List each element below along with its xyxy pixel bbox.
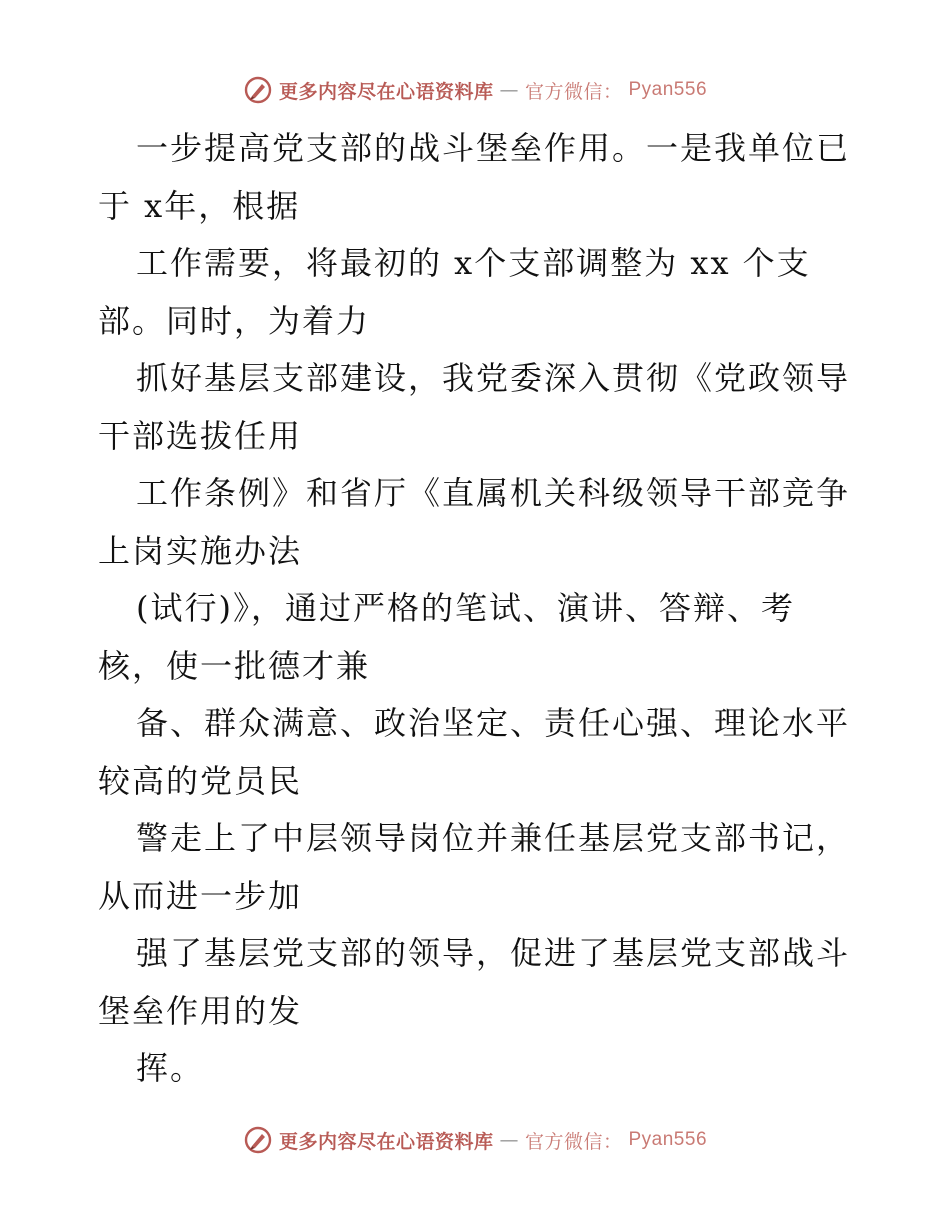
body-line: 较高的党员民 — [98, 761, 303, 800]
body-line: 于 x年，根据 — [98, 186, 301, 225]
banner-wechat-id: Pyan556 — [628, 79, 708, 100]
banner-wechat-label: 官方微信： — [524, 1130, 623, 1153]
body-line: 从而进一步加 — [98, 876, 303, 915]
body-line: 工作条例》和省厅《直属机关科级领导干部竞争 — [136, 474, 851, 512]
footer-banner — [0, 1122, 950, 1158]
header-banner — [0, 72, 950, 108]
document-body — [98, 120, 858, 1098]
pen-logo-icon — [243, 75, 273, 105]
body-line: 抓好基层支部建设，我党委深入贯彻《党政领导 — [136, 359, 851, 397]
banner-dash: — — [499, 79, 519, 101]
body-line: 干部选拔任用 — [98, 416, 303, 455]
banner-wechat-id: Pyan556 — [628, 1129, 708, 1150]
banner-dash: — — [499, 1129, 519, 1151]
body-line: 堡垒作用的发 — [98, 991, 303, 1030]
body-line: 警走上了中层领导岗位并兼任基层党支部书记， — [136, 819, 851, 857]
body-line: 上岗实施办法 — [98, 531, 303, 570]
body-line: 部。同时，为着力 — [98, 301, 371, 340]
body-line: 备、群众满意、政治坚定、责任心强、理论水平 — [136, 704, 851, 742]
body-line: 一步提高党支部的战斗堡垒作用。一是我单位已 — [136, 129, 851, 167]
banner-site-text: 更多内容尽在心语资料库 — [278, 80, 494, 103]
body-line: 挥。 — [136, 1049, 205, 1087]
body-line: 强了基层党支部的领导，促进了基层党支部战斗 — [136, 934, 851, 972]
banner-wechat-label: 官方微信： — [524, 80, 623, 103]
pen-logo-icon — [243, 1125, 273, 1155]
body-line: 核，使一批德才兼 — [98, 646, 371, 685]
body-line: (试行)》，通过严格的笔试、演讲、答辩、考 — [136, 589, 795, 627]
body-line: 工作需要，将最初的 x个支部调整为 xx 个支 — [136, 244, 811, 282]
banner-site-text: 更多内容尽在心语资料库 — [278, 1130, 494, 1153]
